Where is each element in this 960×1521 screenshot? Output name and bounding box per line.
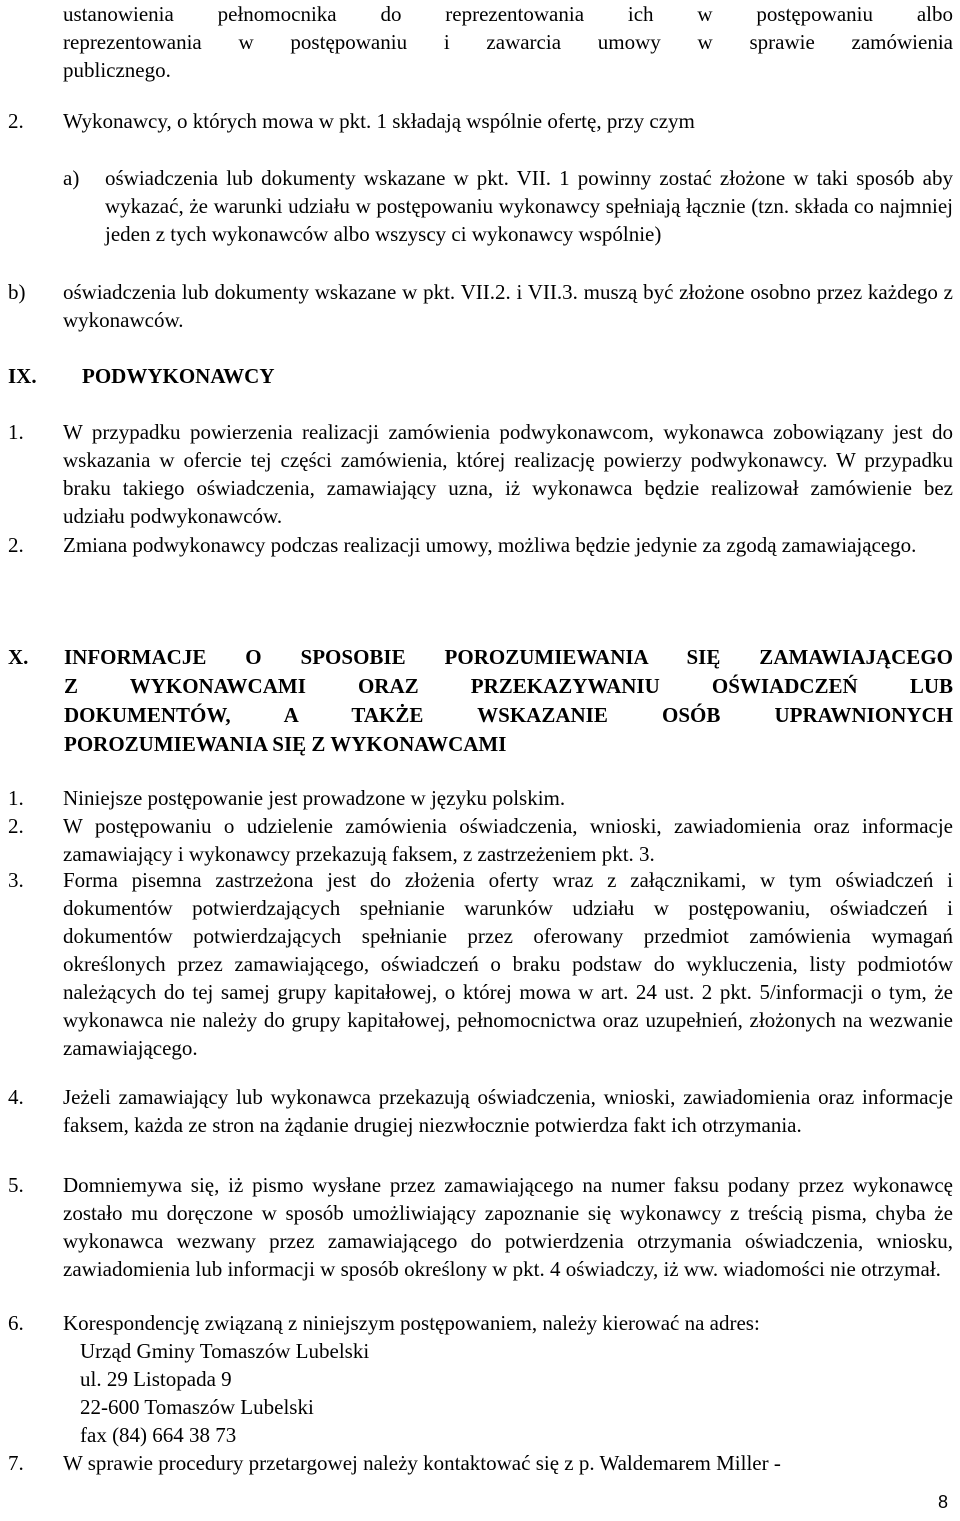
item-text: Wykonawcy, o których mowa w pkt. 1 składają wspólnie ofertę, przy czym [63, 109, 695, 133]
list-item-7 [8, 1449, 953, 1477]
sub-item-letter: b) [8, 280, 26, 304]
section-number: X. [8, 645, 29, 669]
continued-paragraph [63, 0, 953, 84]
list-item-2 [8, 812, 953, 868]
list-item-4 [8, 1083, 953, 1139]
text-line: reprezentowania w postępowaniu i zawarcia umowy w sprawie zamówienia [63, 30, 953, 54]
section-title-line: INFORMACJE O SPOSOBIE POROZUMIEWANIA SIĘ ZAMAWIAJĄCEGO [64, 645, 953, 669]
page-number: 8 [937, 1492, 948, 1512]
address-line: ul. 29 Listopada 9 [80, 1367, 232, 1391]
item-number: 2. [8, 533, 24, 557]
item-text: W sprawie procedury przetargowej należy kontaktować się z p. Waldemarem Miller - [63, 1451, 781, 1475]
section-title-line: DOKUMENTÓW, A TAKŻE WSKAZANIE OSÓB UPRAWNIONYCH [64, 703, 953, 727]
address-block [80, 1337, 369, 1449]
text-line: publicznego. [63, 58, 171, 82]
address-line: 22-600 Tomaszów Lubelski [80, 1395, 314, 1419]
item-number: 7. [8, 1451, 24, 1475]
section-heading-ix [8, 362, 953, 390]
list-item-1 [8, 784, 953, 812]
sub-item-text: oświadczenia lub dokumenty wskazane w pkt. VII.2. i VII.3. muszą być złożone osobno przez każdego z wykonawców. [63, 280, 953, 332]
item-text: W postępowaniu o udzielenie zamówienia oświadczenia, wnioski, zawiadomienia oraz informacje zamawiający i wykonawcy przekazują faksem, z zastrzeżeniem pkt. 3. [63, 814, 953, 866]
section-number: IX. [8, 364, 37, 388]
list-item-1 [8, 418, 953, 530]
sub-item-a [63, 164, 953, 248]
section-title-line: Z WYKONAWCAMI ORAZ PRZEKAZYWANIU OŚWIADCZEŃ LUB [64, 674, 953, 698]
item-text: Forma pisemna zastrzeżona jest do złożenia oferty wraz z załącznikami, w tym oświadczeń i dokumentów potwierdzających spełnianie warunków udziału w postępowaniu, oświadczeń i dokumentów potwierdzających spełnianie przez oferowany przedmiot zamówienia wymagań określonych przez zamawiającego, oświadczeń o braku podstaw do wykluczenia, listy podmiotów należących do tej samej grupy kapitałowej, o której mowa w art. 24 ust. 2 pkt. 5/informacji o tym, że wykonawca nie należy do grupy kapitałowej, pełnomocnictwa oraz uzupełnień, złożonych na wezwanie zamawiającego. [63, 868, 953, 1060]
item-text: Domniemywa się, iż pismo wysłane przez zamawiającego na numer faksu podany przez wykonawcę zostało mu doręczone w sposób umożliwiający zapoznanie się wykonawcy z treścią pisma, chyba że wykonawca wezwany przez zamawiającego do potwierdzenia otrzymania oświadczenia, wniosku, zawiadomienia lub informacji w sposób określony w pkt. 4 oświadczy, iż ww. wiadomości nie otrzymał. [63, 1173, 953, 1281]
item-number: 2. [8, 814, 24, 838]
sub-item-b [8, 278, 953, 334]
section-title: PODWYKONAWCY [82, 364, 275, 388]
list-item-2 [8, 107, 953, 135]
item-number: 4. [8, 1085, 24, 1109]
item-number: 6. [8, 1311, 24, 1335]
item-text: Zmiana podwykonawcy podczas realizacji umowy, możliwa będzie jedynie za zgodą zamawiającego. [63, 533, 917, 557]
text-line: ustanowienia pełnomocnika do reprezentowania ich w postępowaniu albo [63, 2, 953, 26]
item-text: Niniejsze postępowanie jest prowadzone w języku polskim. [63, 786, 566, 810]
item-number: 5. [8, 1173, 24, 1197]
address-line: fax (84) 664 38 73 [80, 1423, 237, 1447]
sub-item-letter: a) [63, 166, 80, 190]
item-text: W przypadku powierzenia realizacji zamówienia podwykonawcom, wykonawca zobowiązany jest do wskazania w ofercie tej części zamówienia, której realizację powierzy podwykonawcy. W przypadku braku takiego oświadczenia, zamawiający uzna, iż wykonawca będzie realizował zamówienie bez udziału podwykonawców. [63, 420, 953, 528]
list-item-6 [8, 1309, 953, 1337]
item-number: 1. [8, 420, 24, 444]
address-line: Urząd Gminy Tomaszów Lubelski [80, 1339, 370, 1363]
list-item-5 [8, 1171, 953, 1283]
item-text: Jeżeli zamawiający lub wykonawca przekazują oświadczenia, wnioski, zawiadomienia oraz informacje faksem, każda ze stron na żądanie drugiej niezwłocznie potwierdza fakt ich otrzymania. [63, 1085, 953, 1137]
section-title-line: POROZUMIEWANIA SIĘ Z WYKONAWCAMI [64, 732, 507, 756]
list-item-3 [8, 866, 953, 1062]
section-heading-x [8, 643, 953, 759]
item-text: Korespondencję związaną z niniejszym postępowaniem, należy kierować na adres: [63, 1311, 760, 1335]
item-number: 1. [8, 786, 24, 810]
list-item-2 [8, 531, 953, 559]
sub-item-text: oświadczenia lub dokumenty wskazane w pkt. VII. 1 powinny zostać złożone w taki sposób aby wykazać, że warunki udziału w postępowaniu wykonawcy spełniają łącznie (tzn. składa co najmniej jeden z tych wykonawców albo wszyscy ci wykonawcy wspólnie) [105, 166, 953, 246]
item-number: 2. [8, 109, 24, 133]
item-number: 3. [8, 868, 24, 892]
